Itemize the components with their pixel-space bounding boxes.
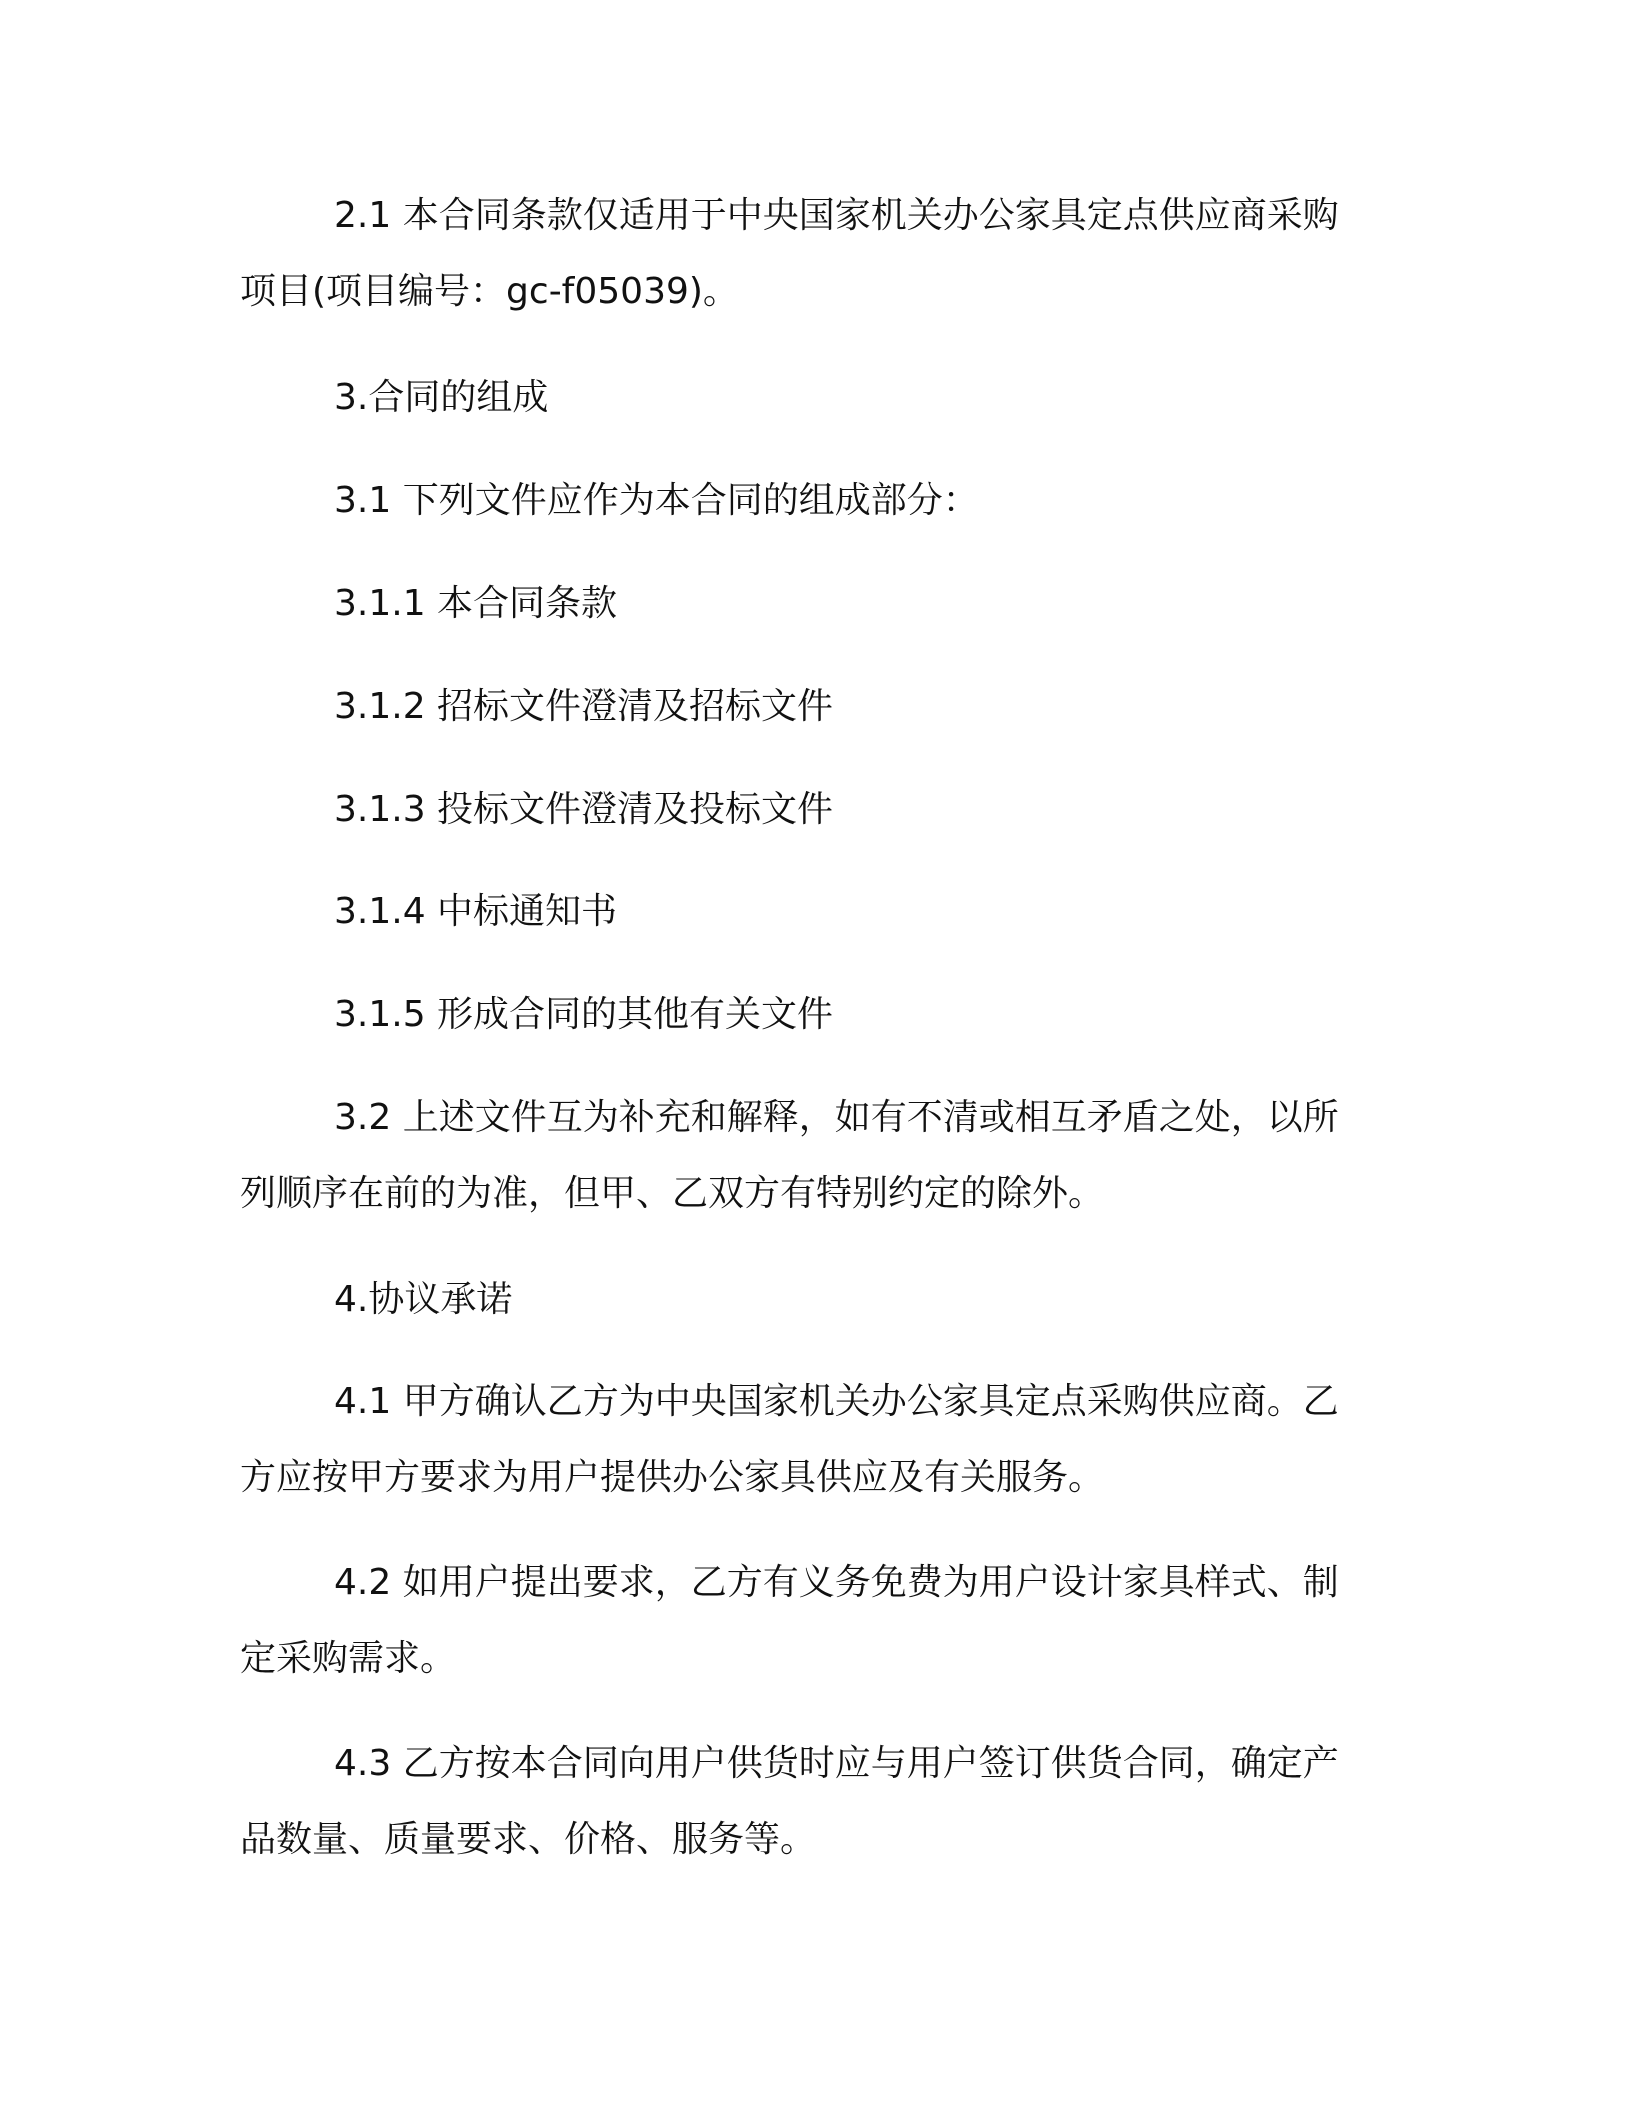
clause-3-1-1: 3.1.1 本合同条款 (334, 583, 618, 624)
clause-3-1-2: 3.1.2 招标文件澄清及招标文件 (334, 686, 834, 727)
clause-3-1-3: 3.1.3 投标文件澄清及投标文件 (334, 789, 834, 830)
section-4-heading: 4.协议承诺 (334, 1279, 513, 1320)
section-3-heading: 3.合同的组成 (334, 377, 549, 418)
clause-3-1-5: 3.1.5 形成合同的其他有关文件 (334, 994, 834, 1035)
clause-3-1: 3.1 下列文件应作为本合同的组成部分： (334, 480, 979, 521)
clause-3-2: 3.2 上述文件互为补充和解释，如有不清或相互矛盾之处，以所列顺序在前的为准，但甲、乙双方有特别约定的除外。 (240, 1097, 1339, 1214)
clause-4-1: 4.1 甲方确认乙方为中央国家机关办公家具定点采购供应商。乙方应按甲方要求为用户提供办公家具供应及有关服务。 (240, 1381, 1339, 1498)
clause-4-3: 4.3 乙方按本合同向用户供货时应与用户签订供货合同，确定产品数量、质量要求、价格、服务等。 (240, 1743, 1339, 1860)
clause-4-2: 4.2 如用户提出要求，乙方有义务免费为用户设计家具样式、制定采购需求。 (240, 1562, 1339, 1679)
clause-3-1-4: 3.1.4 中标通知书 (334, 891, 618, 932)
clause-2-1: 2.1 本合同条款仅适用于中央国家机关办公家具定点供应商采购项目(项目编号：gc-f05039)。 (240, 195, 1339, 312)
